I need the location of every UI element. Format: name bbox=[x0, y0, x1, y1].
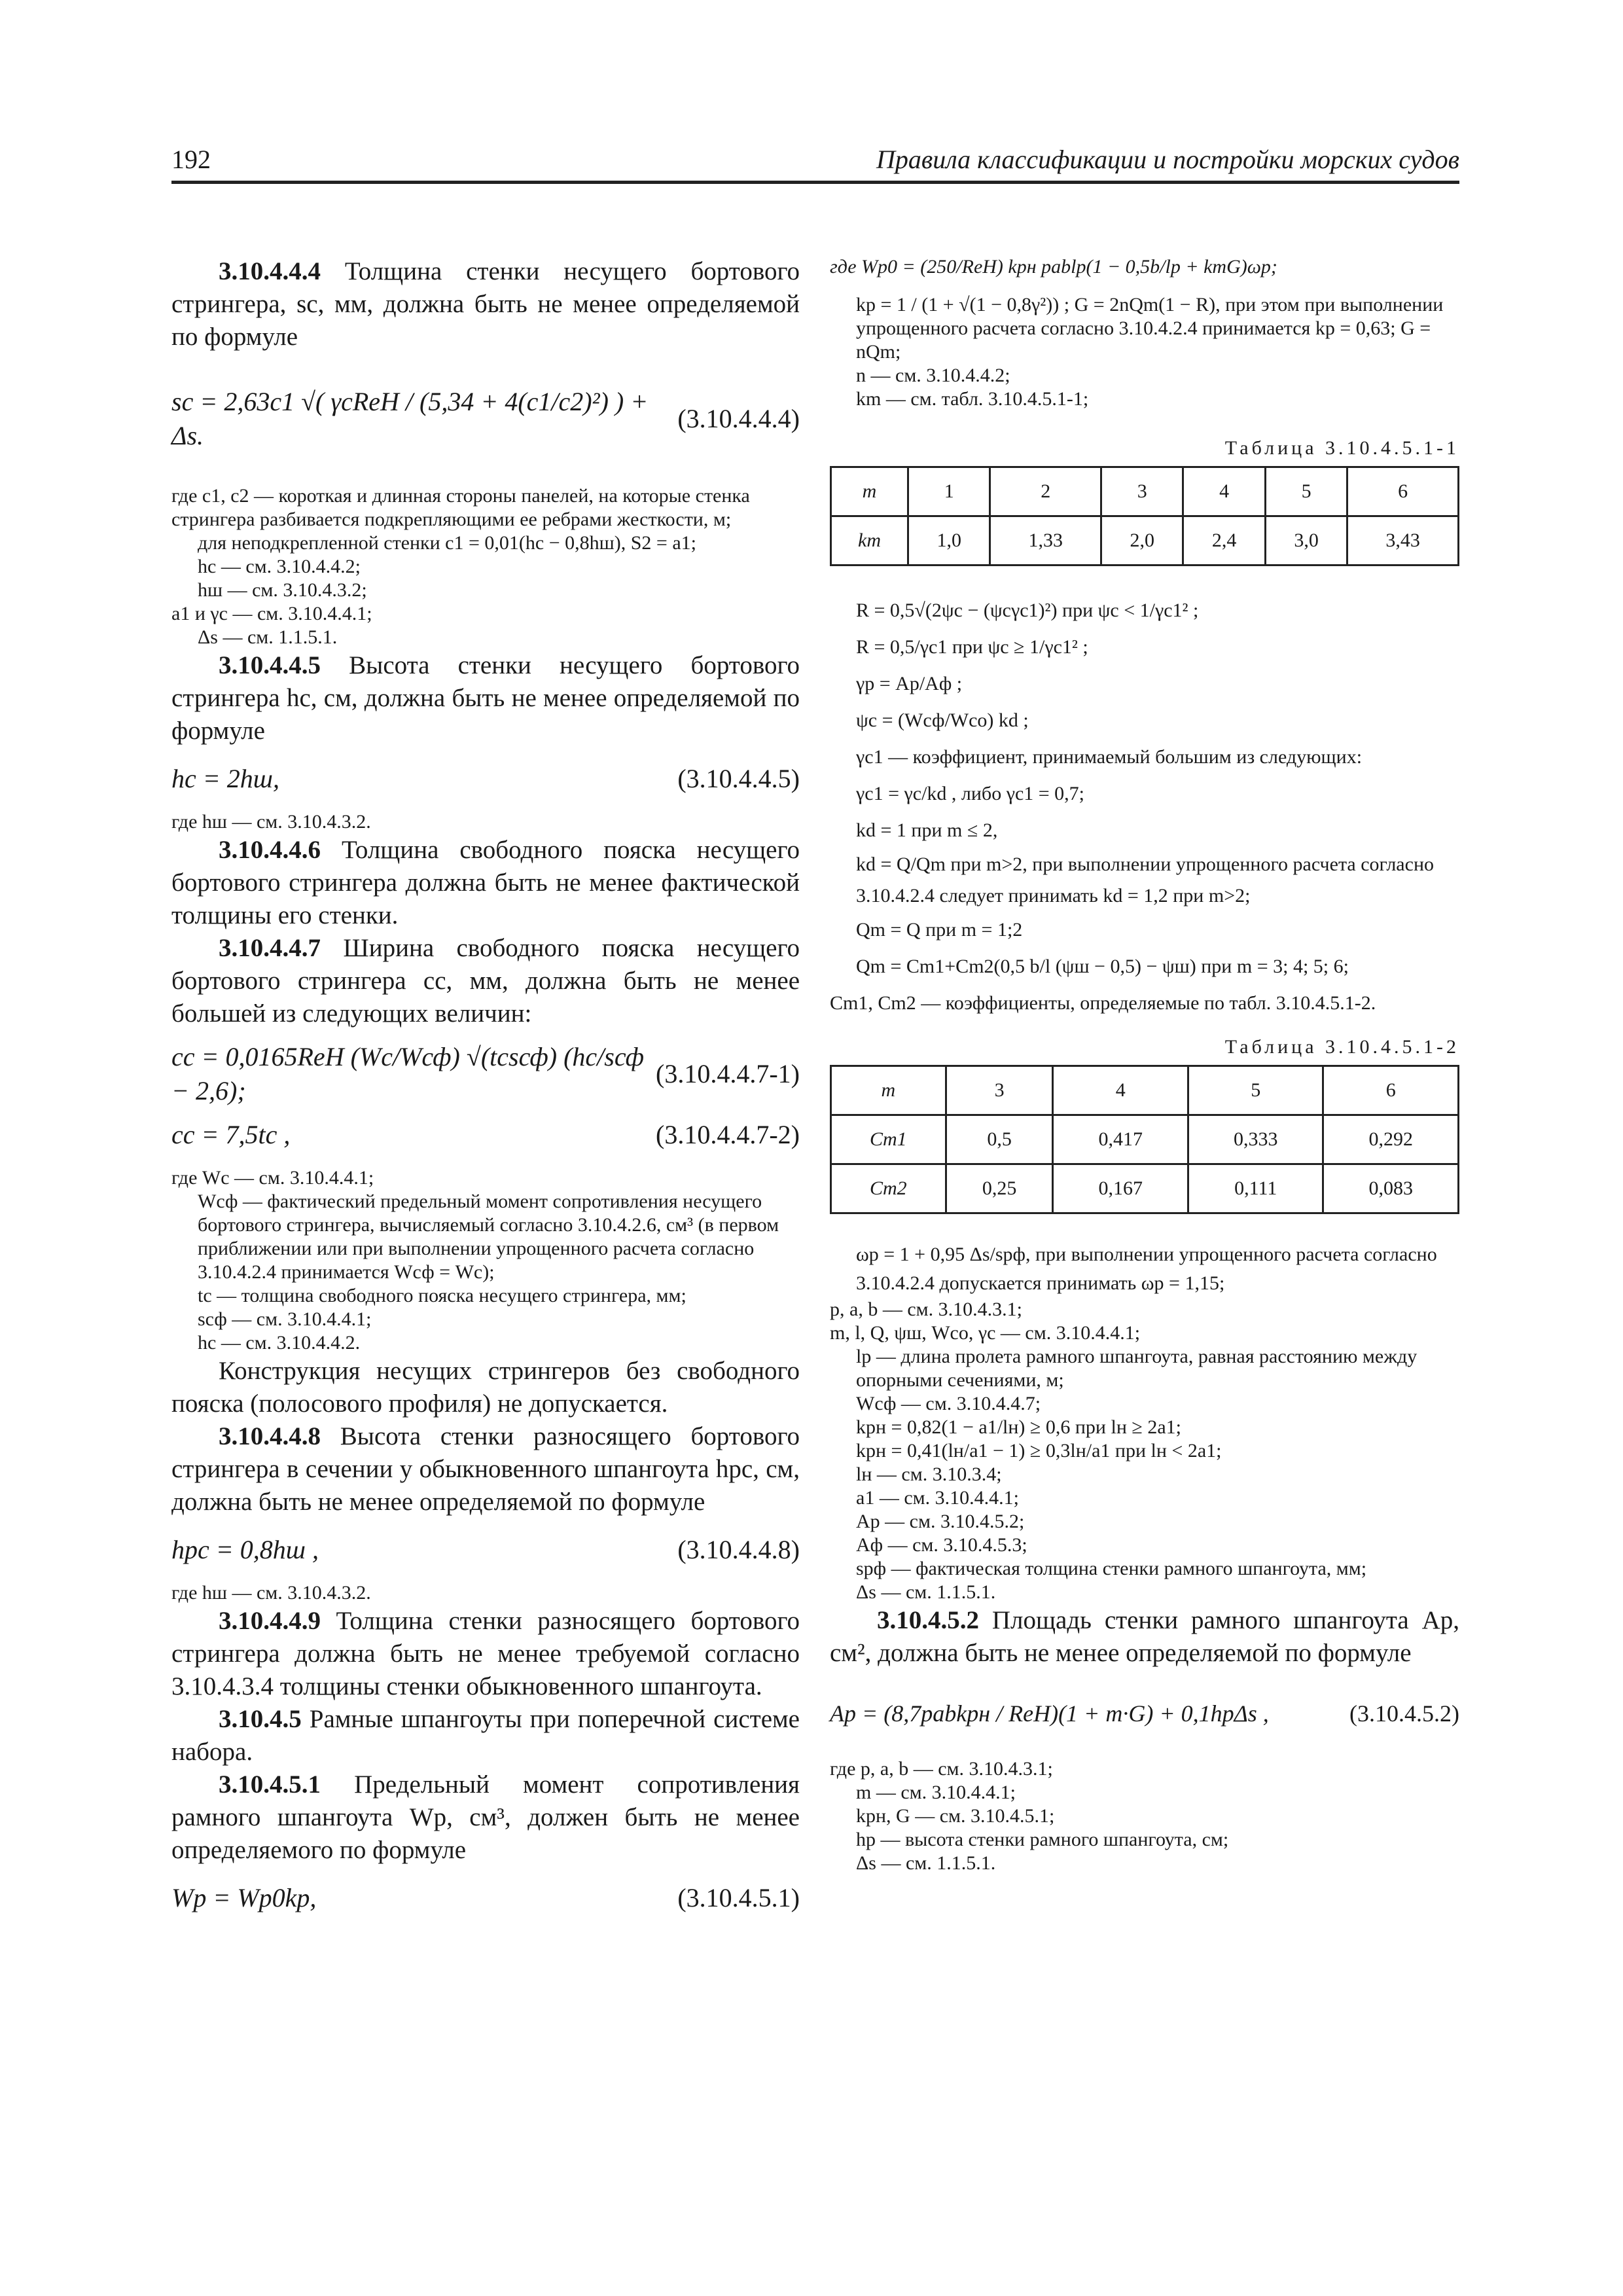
formula-expression: cc = 0,0165ReH (Wc/Wсф) √(tcsсф) (hc/sсф − 2,6); bbox=[171, 1042, 644, 1105]
where-item: a1 — см. 3.10.4.4.1; bbox=[856, 1487, 1019, 1509]
where-list-mid bbox=[830, 592, 1459, 1022]
table-cell: 3 bbox=[1101, 467, 1183, 516]
formula-3-10-4-4-4 bbox=[171, 380, 800, 458]
paragraph-3-10-4-5-1 bbox=[171, 1768, 800, 1867]
where-item: kрн = 0,41(lн/a1 − 1) ≥ 0,3lн/a1 при lн < 2a1; bbox=[856, 1440, 1222, 1462]
formula-number: (3.10.4.5.2) bbox=[1349, 1700, 1459, 1727]
table-cell: 0,292 bbox=[1323, 1115, 1459, 1164]
table-cell: 2,4 bbox=[1183, 516, 1265, 565]
where-item: γc1 — коэффициент, принимаемый большим из следующих: bbox=[856, 746, 1363, 768]
table-row bbox=[831, 516, 1459, 565]
where-item: Δs — см. 1.1.5.1. bbox=[198, 626, 338, 648]
section-number: 3.10.4.4.4 bbox=[219, 257, 321, 285]
table-cell: km bbox=[831, 516, 908, 565]
formula-expression: hc = 2hш, bbox=[171, 764, 279, 793]
formula-number: (3.10.4.4.7-1) bbox=[656, 1059, 800, 1088]
table-cm bbox=[830, 1065, 1459, 1214]
where-item: hc — см. 3.10.4.4.2. bbox=[198, 1332, 361, 1354]
formula-expression: cc = 7,5tc , bbox=[171, 1120, 291, 1149]
section-number: 3.10.4.5.1 bbox=[219, 1770, 321, 1799]
where-list-low bbox=[830, 1240, 1459, 1604]
table-row bbox=[831, 1115, 1459, 1164]
where-list-4447 bbox=[171, 1166, 800, 1355]
formula-number: (3.10.4.4.5) bbox=[677, 764, 800, 793]
table-cell: m bbox=[831, 467, 908, 516]
table-cell: 2,0 bbox=[1101, 516, 1183, 565]
where-item: Qm = Q при m = 1;2 bbox=[856, 919, 1023, 941]
where-item: ωр = 1 + 0,95 Δs/sрф, при выполнении упрощенного расчета согласно 3.10.4.2.4 допускается принимать ωр = 1,15; bbox=[856, 1244, 1437, 1294]
where-item: где Wc — см. 3.10.4.4.1; bbox=[171, 1167, 374, 1189]
table-header-row bbox=[831, 1066, 1459, 1115]
where-item: для неподкрепленной стенки c1 = 0,01(hc − 0,8hш), S2 = a1; bbox=[198, 532, 696, 554]
where-item: где p, a, b — см. 3.10.4.3.1; bbox=[830, 1758, 1053, 1780]
where-item: R = 0,5√(2ψc − (ψcγc1)²) при ψc < 1/γc1² ; bbox=[856, 600, 1199, 621]
paragraph-text: Высота стенки несущего бортового стрингера hc, см, должна быть не менее определяемой по формуле bbox=[171, 651, 800, 745]
where-item: Qm = Cm1+Cm2(0,5 b/l (ψш − 0,5) − ψш) при m = 3; 4; 5; 6; bbox=[856, 956, 1349, 977]
table-cell: Cm1 bbox=[831, 1115, 946, 1164]
table-cell: 3 bbox=[946, 1066, 1053, 1115]
table-cell: 6 bbox=[1347, 467, 1459, 516]
paragraph-text: Высота стенки разносящего бортового стрингера в сечении у обыкновенного шпангоута hрс, см, должна быть не менее определяемой по формуле bbox=[171, 1422, 800, 1516]
table-cell: Cm2 bbox=[831, 1164, 946, 1213]
formula-3-10-4-5-1 bbox=[171, 1881, 800, 1915]
where-item: Δs — см. 1.1.5.1. bbox=[856, 1581, 996, 1603]
table-cell: 1,0 bbox=[908, 516, 990, 565]
table-caption: Таблица 3.10.4.5.1-1 bbox=[1224, 437, 1459, 459]
table-cell: 0,333 bbox=[1188, 1115, 1323, 1164]
formula-3-10-4-4-7-1 bbox=[171, 1042, 800, 1105]
where-item: m — см. 3.10.4.4.1; bbox=[856, 1782, 1016, 1803]
table-cell: 4 bbox=[1183, 467, 1265, 516]
left-column bbox=[171, 255, 800, 1915]
page-number: 192 bbox=[171, 145, 211, 174]
where-item: где c1, c2 — короткая и длинная стороны панелей, на которые стенка стрингера разбивается подкрепляющими ее ребрами жесткости, м; bbox=[171, 485, 750, 530]
table-cell: 5 bbox=[1265, 467, 1347, 516]
table-cell: 0,417 bbox=[1053, 1115, 1188, 1164]
where-item: lн — см. 3.10.3.4; bbox=[856, 1463, 1002, 1485]
where-item: Aр — см. 3.10.4.5.2; bbox=[856, 1511, 1025, 1532]
paragraph-text: Рамные шпангоуты при поперечной системе набора. bbox=[171, 1705, 800, 1766]
table-cell: 3,43 bbox=[1347, 516, 1459, 565]
where-item: где hш — см. 3.10.4.3.2. bbox=[171, 1582, 371, 1604]
table-cell: 1 bbox=[908, 467, 990, 516]
table-row bbox=[831, 1164, 1459, 1213]
formula-expression: hрс = 0,8hш , bbox=[171, 1535, 319, 1564]
table-cell: 0,5 bbox=[946, 1115, 1053, 1164]
where-item: γc1 = γc/kd , либо γc1 = 0,7; bbox=[856, 783, 1085, 804]
where-item: Cm1, Cm2 — коэффициенты, определяемые по табл. 3.10.4.5.1-2. bbox=[830, 992, 1376, 1014]
section-number: 3.10.4.4.6 bbox=[219, 836, 321, 864]
table-cell: 4 bbox=[1053, 1066, 1188, 1115]
where-item: sрф — фактическая толщина стенки рамного шпангоута, мм; bbox=[856, 1558, 1367, 1579]
table-cell: 5 bbox=[1188, 1066, 1323, 1115]
where-list-4452 bbox=[830, 1757, 1459, 1875]
where-item: hр — высота стенки рамного шпангоута, см; bbox=[856, 1829, 1229, 1850]
running-title: Правила классификации и постройки морских судов bbox=[876, 145, 1459, 174]
where-item: ψc = (Wсф/Wсо) kd ; bbox=[856, 709, 1029, 731]
where-item: p, a, b — см. 3.10.4.3.1; bbox=[830, 1299, 1022, 1320]
where-item: Aф — см. 3.10.4.5.3; bbox=[856, 1534, 1027, 1556]
paragraph-text: Толщина стенки несущего бортового стрингера, sc, мм, должна быть не менее определяемой по формуле bbox=[171, 257, 800, 351]
where-item: lр — длина пролета рамного шпангоута, равная расстоянию между опорными сечениями, м; bbox=[856, 1346, 1418, 1391]
paragraph-text: Предельный момент сопротивления рамного шпангоута Wр, см³, должен быть не менее определяемого по формуле bbox=[171, 1770, 800, 1864]
paragraph-3-10-4-5 bbox=[171, 1703, 800, 1768]
formula-expression: Aр = (8,7pabkрн / ReH)(1 + m·G) + 0,1hрΔs , bbox=[830, 1700, 1269, 1727]
formula-3-10-4-4-7-2 bbox=[171, 1118, 800, 1152]
paragraph-3-10-4-4-9 bbox=[171, 1605, 800, 1703]
paragraph-3-10-4-4-4 bbox=[171, 255, 800, 353]
where-item: sсф — см. 3.10.4.4.1; bbox=[198, 1308, 372, 1330]
where-list-4444 bbox=[171, 484, 800, 649]
table-caption: Таблица 3.10.4.5.1-2 bbox=[1224, 1036, 1459, 1058]
table-cell: 3,0 bbox=[1265, 516, 1347, 565]
page-header bbox=[171, 140, 1459, 184]
paragraph-3-10-4-4-6 bbox=[171, 834, 800, 932]
where-item: kd = Q/Qm при m>2, при выполнении упрощенного расчета согласно 3.10.4.2.4 следует принимать kd = 1,2 при m>2; bbox=[856, 853, 1434, 906]
section-number: 3.10.4.4.7 bbox=[219, 934, 321, 962]
formula-3-10-4-4-5 bbox=[171, 762, 800, 796]
paragraph-text: Площадь стенки рамного шпангоута Aр, см², должна быть не менее определяемой по формуле bbox=[830, 1606, 1459, 1667]
formula-number: (3.10.4.4.7-2) bbox=[656, 1120, 800, 1149]
table-km bbox=[830, 466, 1459, 566]
table-cell: 0,167 bbox=[1053, 1164, 1188, 1213]
formula-expression: Wр = Wр0kр, bbox=[171, 1883, 317, 1912]
where-item: tc — толщина свободного пояска несущего стрингера, мм; bbox=[198, 1285, 687, 1306]
formula-expression: sc = 2,63c1 √( γcReH / (5,34 + 4(c1/c2)²) ) + Δs. bbox=[171, 387, 649, 450]
table-cell: m bbox=[831, 1066, 946, 1115]
where-item: γр = Aр/Aф ; bbox=[856, 673, 963, 694]
where-item: Wсф — фактический предельный момент сопротивления несущего бортового стрингера, вычисляемый согласно 3.10.4.2.6, см³ (в первом приближении или при выполнении упрощенного расчета согласно 3.10.4.2.4 принимается Wсф = Wc); bbox=[198, 1191, 779, 1283]
where-item: a1 и γc — см. 3.10.4.4.1; bbox=[171, 603, 372, 624]
where-item: Δs — см. 1.1.5.1. bbox=[856, 1852, 996, 1874]
table-header-row bbox=[831, 467, 1459, 516]
where-item: m, l, Q, ψш, Wсо, γc — см. 3.10.4.4.1; bbox=[830, 1322, 1141, 1344]
where-item: R = 0,5/γc1 при ψc ≥ 1/γc1² ; bbox=[856, 636, 1088, 658]
paragraph-note: Конструкция несущих стрингеров без свободного пояска (полосового профиля) не допускается. bbox=[171, 1357, 800, 1418]
where-list-top bbox=[830, 255, 1459, 411]
where-item: kрн = 0,82(1 − a1/lн) ≥ 0,6 при lн ≥ 2a1; bbox=[856, 1416, 1181, 1438]
where-item: Wсф — см. 3.10.4.4.7; bbox=[856, 1393, 1041, 1414]
right-column bbox=[830, 255, 1459, 1875]
table-cell: 2 bbox=[990, 467, 1101, 516]
where-item: kd = 1 при m ≤ 2, bbox=[856, 819, 998, 841]
where-item: km — см. табл. 3.10.4.5.1-1; bbox=[856, 388, 1089, 410]
paragraph-text: Ширина свободного пояска несущего бортового стрингера cc, мм, должна быть не менее большей из следующих величин: bbox=[171, 934, 800, 1028]
formula-3-10-4-5-2 bbox=[830, 1684, 1459, 1743]
paragraph-3-10-4-4-8 bbox=[171, 1420, 800, 1518]
table-cell: 1,33 bbox=[990, 516, 1101, 565]
section-number: 3.10.4.5 bbox=[219, 1705, 302, 1733]
paragraph-3-10-4-4-5 bbox=[171, 649, 800, 747]
table-cell: 0,083 bbox=[1323, 1164, 1459, 1213]
table-cell: 0,111 bbox=[1188, 1164, 1323, 1213]
where-item: kр = 1 / (1 + √(1 − 0,8γ²)) ; G = 2nQm(1 − R), при этом при выполнении упрощенного расчета согласно 3.10.4.2.4 принимается kр = 0,63; G = nQm; bbox=[856, 294, 1444, 363]
where-item: где Wр0 = (250/ReH) kрн pablр(1 − 0,5b/lр + kmG)ωр; bbox=[830, 256, 1277, 278]
paragraph-3-10-4-5-2 bbox=[830, 1604, 1459, 1670]
table-cell: 6 bbox=[1323, 1066, 1459, 1115]
formula-number: (3.10.4.5.1) bbox=[677, 1883, 800, 1912]
where-item: hш — см. 3.10.4.3.2; bbox=[198, 579, 367, 601]
paragraph-3-10-4-4-7 bbox=[171, 932, 800, 1030]
paragraph-text: Толщина стенки разносящего бортового стрингера должна быть не менее требуемой согласно 3.10.4.3.4 толщины стенки обыкновенного шпангоута. bbox=[171, 1607, 800, 1700]
where-item: n — см. 3.10.4.4.2; bbox=[856, 365, 1010, 386]
formula-number: (3.10.4.4.8) bbox=[677, 1535, 800, 1564]
table-cell: 0,25 bbox=[946, 1164, 1053, 1213]
where-item: hc — см. 3.10.4.4.2; bbox=[198, 556, 361, 577]
section-number: 3.10.4.4.9 bbox=[219, 1607, 321, 1635]
where-item: kрн, G — см. 3.10.4.5.1; bbox=[856, 1805, 1055, 1827]
section-number: 3.10.4.4.5 bbox=[219, 651, 321, 679]
paragraph-text: Толщина свободного пояска несущего бортового стрингера должна быть не менее фактической толщины его стенки. bbox=[171, 836, 800, 929]
section-number: 3.10.4.5.2 bbox=[877, 1606, 979, 1634]
formula-3-10-4-4-8 bbox=[171, 1533, 800, 1567]
formula-number: (3.10.4.4.4) bbox=[677, 404, 800, 433]
section-number: 3.10.4.4.8 bbox=[219, 1422, 321, 1450]
where-item: где hш — см. 3.10.4.3.2. bbox=[171, 811, 371, 833]
